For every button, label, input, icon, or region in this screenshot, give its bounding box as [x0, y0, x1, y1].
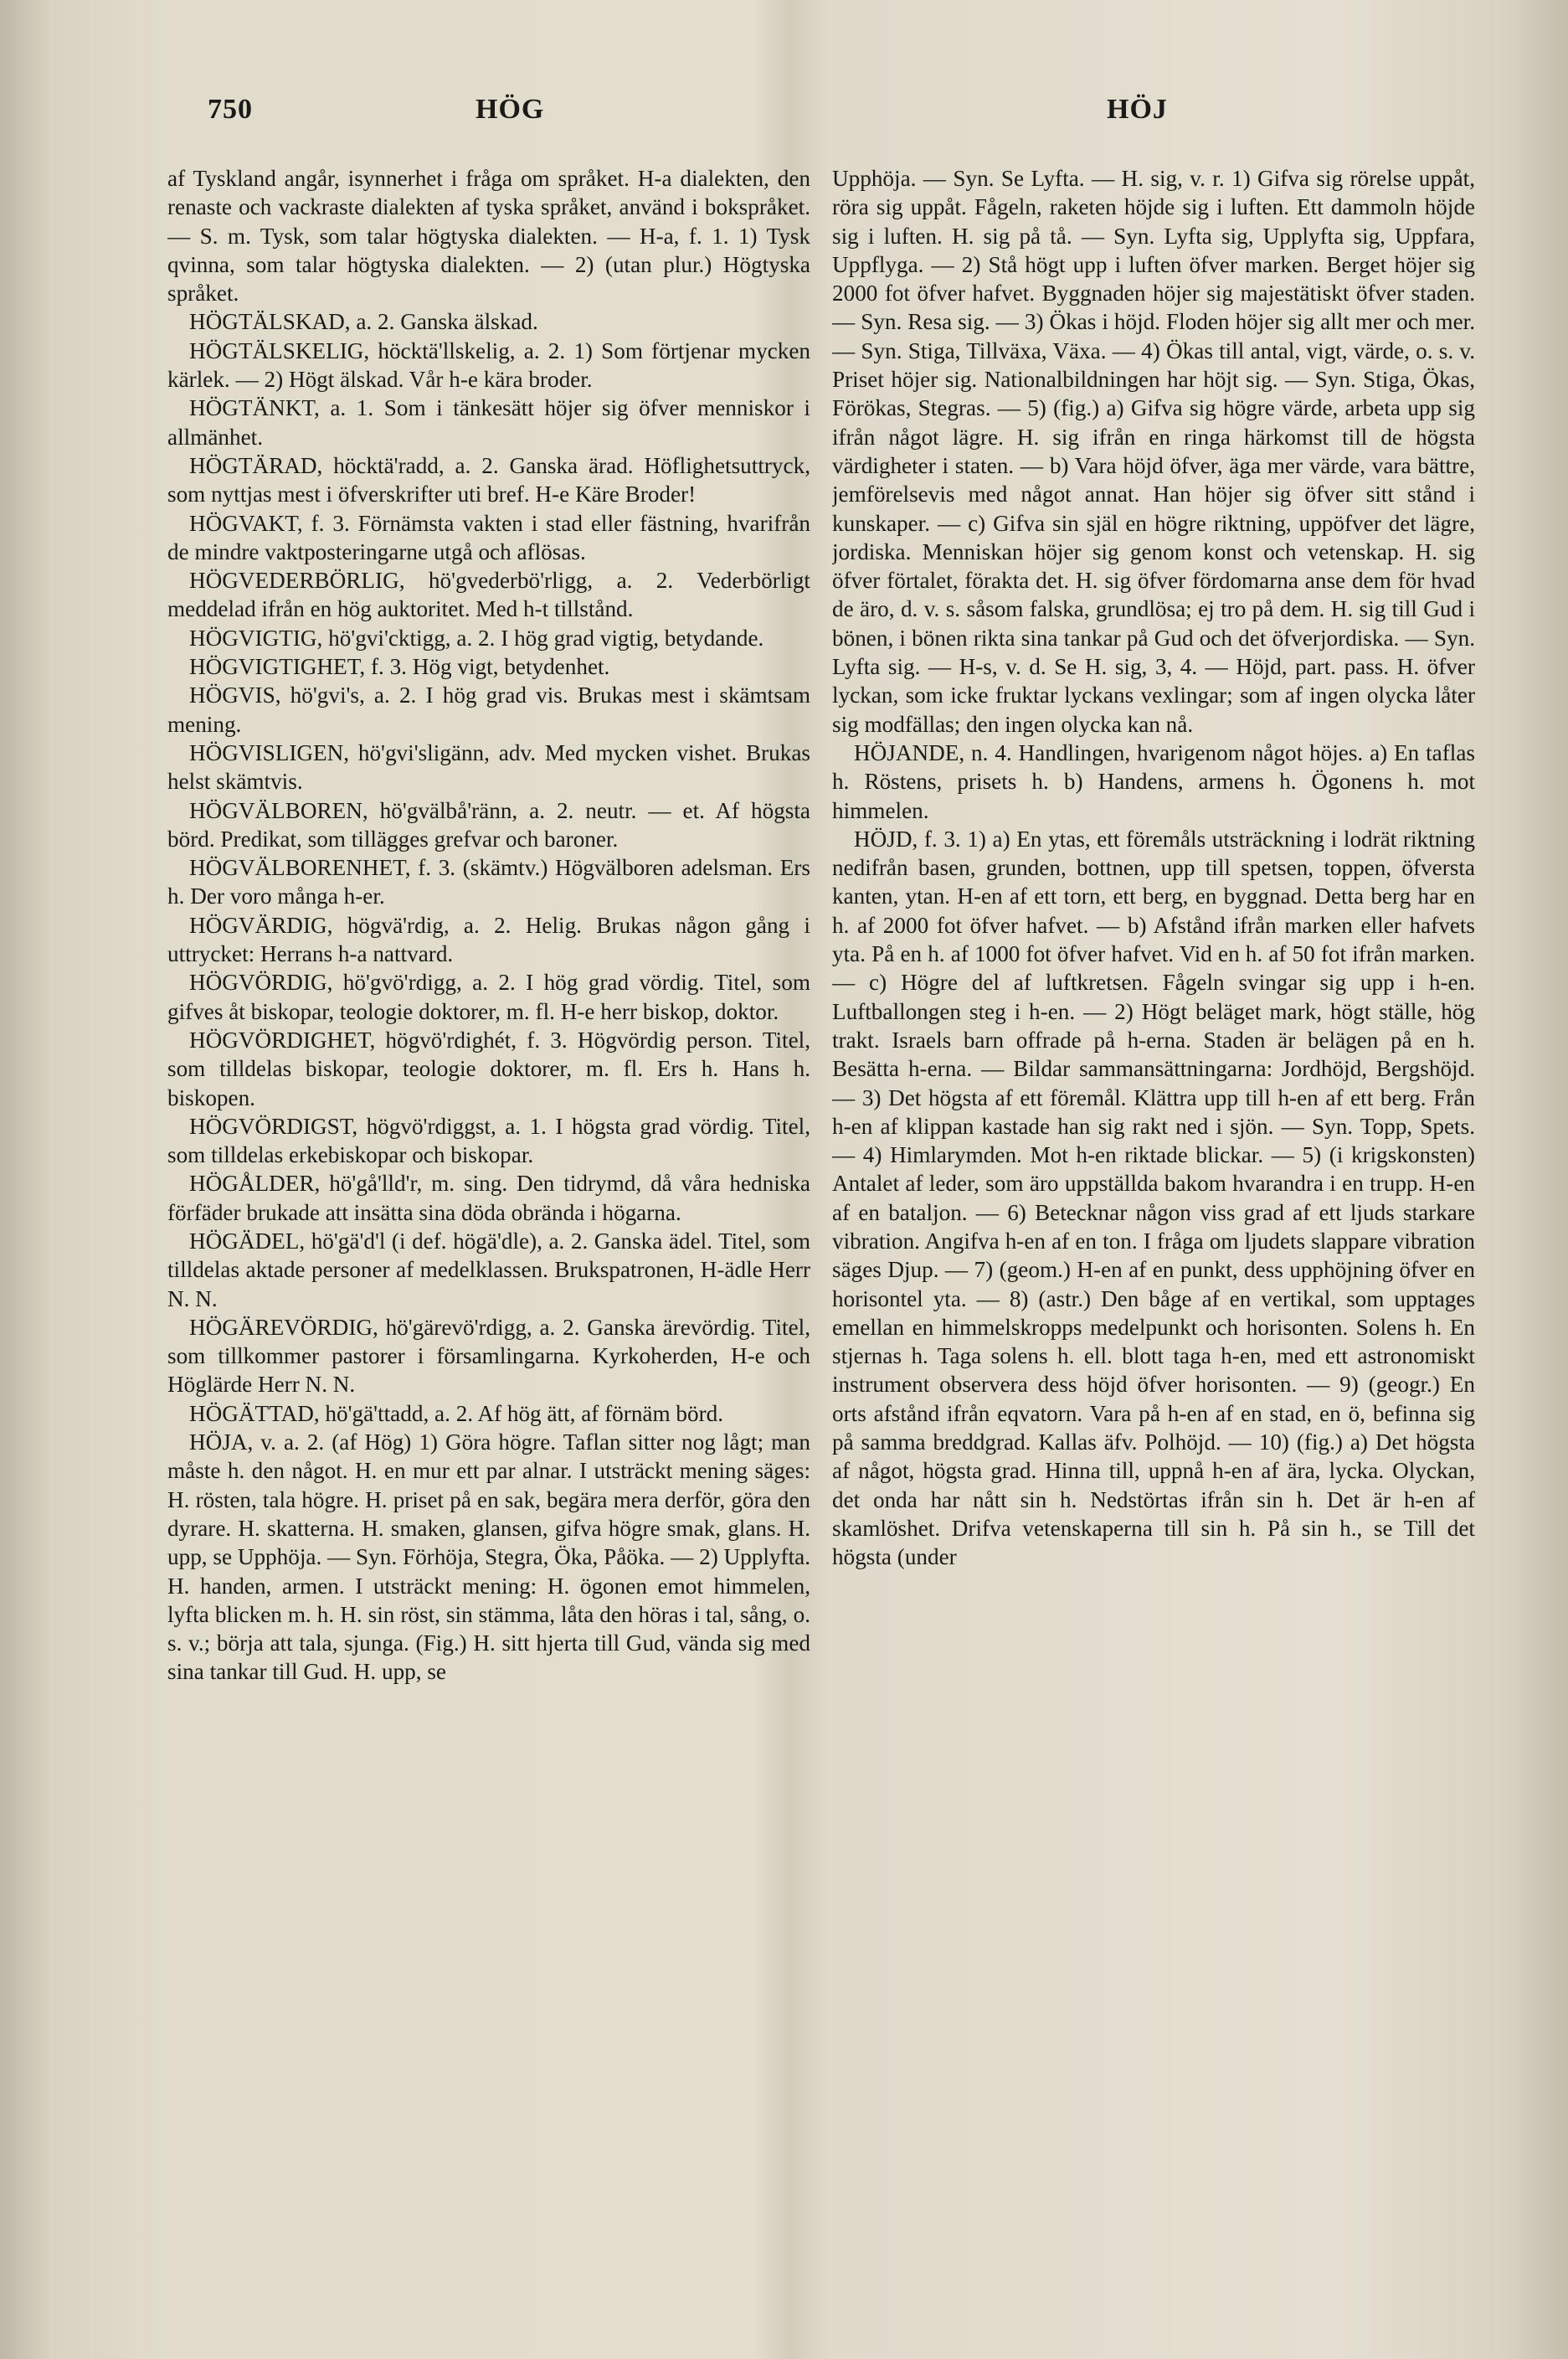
page-number: 750: [208, 94, 253, 125]
entry-hogvederborlig: HÖGVEDERBÖRLIG, hö'gvederbö'rligg, a. 2. Vederbörligt meddelad ifrån en hög auktoritet. Med h-t tillstånd.: [167, 568, 810, 622]
entry-hogtarad: HÖGTÄRAD, höcktä'radd, a. 2. Ganska ärad. Höflighetsuttryck, som nyttjas mest i öfverskrifter uti bref. H-e Käre Broder!: [167, 452, 810, 507]
entry-hogarevordig: HÖGÄREVÖRDIG, hö'gärevö'rdigg, a. 2. Ganska ärevördig. Titel, som tillkommer pastorer i församlingarna. Kyrkoherden, H-e och Höglärde Herr N. N.: [167, 1314, 810, 1398]
entry-hogtalskad: HÖGTÄLSKAD, a. 2. Ganska älskad.: [189, 309, 538, 335]
running-header: [0, 94, 1568, 136]
entry-hogtankt: HÖGTÄNKT, a. 1. Som i tänkesätt höjer sig öfver menniskor i allmänhet.: [167, 395, 810, 450]
entry-hogvakt: HÖGVAKT, f. 3. Förnämsta vakten i stad eller fästning, hvarifrån de mindre vaktposteringarne utgå och aflösas.: [167, 510, 810, 564]
entry-hojd: HÖJD, f. 3. 1) a) En ytas, ett föremåls utsträckning i lodrät riktning nedifrån basen, grunden, bottnen, upp till spetsen, toppen, öfversta kanten, ytan. H-en af ett torn, ett berg, en byggnad. Detta berg har en h. af 2000 fot öfver hafvet. — b) Afstånd ifrån marken eller hafvets yta. På en h. af 1000 fot öfver hafvet. Vid en h. af 50 fot ifrån marken. — c) Högre del af luftkretsen. Fågeln svingar sig upp i h-en. Luftballongen steg i h-en. — 2) Högt beläget mark, högt ställe, hög trakt. Israels barn offrade på h-erna. Staden är belägen på en h. Besätta h-erna. — Bildar sammansättningarna: Jordhöjd, Bergshöjd. — 3) Det högsta af ett föremål. Klättra upp till h-en af ett berg. Från h-en af klippan kastade han sig rakt ned i sjön. — Syn. Topp, Spets. — 4) Himlarymden. Mot h-en riktade blickar. — 5) (i krigskonsten) Antalet af leder, som äro uppställda bakom hvarandra i en trupp. H-en af en bataljon. — 6) Betecknar någon viss grad af ett ljuds starkare vibration. Angifva h-en af en ton. I fråga om ljudets slappare vibration säges Djup. — 7) (geom.) H-en af en punkt, dess upphöjning öfver en horisontel yta. — 8) (astr.) Den båge af en vertikal, som upptages emellan en himmelskropps medelpunkt och horisonten. Solens h. En stjernas h. Taga solens h. ell. blott taga h-en, med ett astronomiskt instrument observera dess höjd öfver horisonten. — 9) (geogr.) En orts afstånd ifrån eqvatorn. Vara på h-en af en stad, en ö, befinna sig på samma breddgrad. Kallas äfv. Polhöjd. — 10) (fig.) a) Det högsta af något, högsta grad. Hinna till, uppnå h-en af ära, lycka. Olyckan, det onda har nått sin h. Nedstörtas ifrån sin h. Det är h-en af skamlöshet. Drifva vetenskaperna till sin h. På sin h., se Till det högsta (under: [832, 826, 1475, 1570]
entry-continuation: Upphöja. — Syn. Se Lyfta. — H. sig, v. r. 1) Gifva sig rörelse uppåt, röra sig uppåt. Fågeln, raketen höjde sig i luften. Ett dammoln höjde sig i luften. H. sig på tå. — Syn. Lyfta sig, Upplyfta sig, Uppfara, Uppflyga. — 2) Stå högt upp i luften öfver marken. Berget höjer sig 2000 fot öfver hafvet. Byggnaden höjer sig majestätiskt öfver staden. — Syn. Resa sig. — 3) Ökas i höjd. Floden höjer sig allt mer och mer. — Syn. Stiga, Tillväxa, Växa. — 4) Ökas till antal, vigt, värde, o. s. v. Priset höjer sig. Nationalbildningen har höjt sig. — Syn. Stiga, Ökas, Förökas, Stegras. — 5) (fig.) a) Gifva sig högre värde, arbeta upp sig ifrån något lägre. H. sig ifrån en ringa härkomst till de högsta värdigheter i staten. — b) Vara höjd öfver, äga mer värde, vara bättre, jemförelsevis med något annat. Han höjer sig öfver sitt stånd i kunskaper. — c) Gifva sin själ en högre riktning, uppöfver det lägre, jordiska. Menniskan höjer sig genom konst och vetenskap. H. sig öfver förtalet, förakta det. H. sig öfver fördomarna anse dem för hvad de äro, d. v. s. såsom falska, grundlösa; ej tro på dem. H. sig till Gud i bönen, i bönen rikta sina tankar på Gud och det öfverjordiska. — Syn. Lyfta sig. — H-s, v. d. Se H. sig, 3, 4. — Höjd, part. pass. H. öfver lyckan, som icke fruktar lyckans vexlingar; som af ingen olycka låter sig modfällas; den ingen olycka kan nå.: [832, 166, 1475, 737]
entry-hogvigtig: HÖGVIGTIG, hö'gvi'cktigg, a. 2. I hög grad vigtig, betydande.: [189, 625, 764, 651]
entry-hoja: HÖJA, v. a. 2. (af Hög) 1) Göra högre. Taflan sitter nog lågt; man måste h. den något. H. en mur ett par alnar. I utsträckt mening säges: H. rösten, tala högre. H. priset på en sak, begära mera derför, göra den dyrare. H. skatterna. H. smaken, glansen, gifva högre smak, glans. H. upp, se Upphöja. — Syn. Förhöja, Stegra, Öka, Påöka. — 2) Upplyfta. H. handen, armen. I utsträckt mening: H. ögonen emot himmelen, lyfta blicken m. h. H. sin röst, sin stämma, låta den höras i tal, sång, o. s. v.; börja att tala, sjunga. (Fig.) H. sitt hjerta till Gud, vända sig med sina tankar till Gud. H. upp, se: [167, 1429, 810, 1685]
entry-hogvisligen: HÖGVISLIGEN, hö'gvi'sligänn, adv. Med mycken vishet. Brukas helst skämtvis.: [167, 739, 810, 795]
left-column: [167, 164, 810, 2333]
right-guide-word: HÖJ: [1107, 94, 1168, 125]
entry-hogvalborenhet: HÖGVÄLBORENHET, f. 3. (skämtv.) Högvälboren adelsman. Ers h. Der voro många h-er.: [167, 855, 810, 909]
left-guide-word: HÖG: [476, 94, 545, 125]
entry-hogvigtighet: HÖGVIGTIGHET, f. 3. Hög vigt, betydenhet.: [189, 654, 610, 680]
entry-hogvalboren: HÖGVÄLBOREN, hö'gvälbå'ränn, a. 2. neutr. — et. Af högsta börd. Predikat, som tillägges grefvar och baroner.: [167, 797, 810, 852]
entry-hogtalskelig: HÖGTÄLSKELIG, höcktä'llskelig, a. 2. 1) Som förtjenar mycken kärlek. — 2) Högt älskad. Vår h-e kära broder.: [167, 337, 810, 393]
entry-hojande: HÖJANDE, n. 4. Handlingen, hvarigenom något höjes. a) En taflas h. Röstens, prisets h. b) Handens, armens h. Ögonens h. mot himmelen.: [832, 739, 1475, 823]
entry-hogvardig: HÖGVÄRDIG, högvä'rdig, a. 2. Helig. Brukas någon gång i uttrycket: Herrans h-a nattvard.: [167, 912, 810, 967]
entry-hogvis: HÖGVIS, hö'gvi's, a. 2. I hög grad vis. Brukas mest i skämtsam mening.: [167, 682, 810, 737]
entry-hogvordig: HÖGVÖRDIG, hö'gvö'rdigg, a. 2. I hög grad vördig. Titel, som gifves åt biskopar, teologie doktorer, m. fl. H-e herr biskop, doktor.: [167, 970, 810, 1024]
entry-hogalder: HÖGÅLDER, hö'gå'lld'r, m. sing. Den tidrymd, då våra hedniska förfäder brukade att insätta sina döda obrända i högarna.: [167, 1171, 810, 1225]
entry-hogadel: HÖGÄDEL, hö'gä'd'l (i def. högä'dle), a. 2. Ganska ädel. Titel, som tilldelas aktade personer af medelklassen. Brukspatronen, H-ädle Herr N. N.: [167, 1228, 810, 1311]
entry-hogattad: HÖGÄTTAD, hö'gä'ttadd, a. 2. Af hög ätt, af förnäm börd.: [189, 1400, 724, 1426]
entry-hogvordighet: HÖGVÖRDIGHET, högvö'rdighét, f. 3. Högvördig person. Titel, som tilldelas biskopar, teologie doktorer, m. fl. Ers h. Hans h. biskopen.: [167, 1027, 810, 1110]
entry-continuation: af Tyskland angår, isynnerhet i fråga om språket. H-a dialekten, den renaste och vackraste dialekten af tyska språket, använd i bokspråket. — S. m. Tysk, som talar högtyska dialekten. — H-a, f. 1. 1) Tysk qvinna, som talar högtyska dialekten. — 2) (utan plur.) Högtyska språket.: [167, 166, 810, 306]
right-column: [832, 164, 1475, 2333]
entry-hogvordigst: HÖGVÖRDIGST, högvö'rdiggst, a. 1. I högsta grad vördig. Titel, som tilldelas erkebiskopar och biskopar.: [167, 1113, 810, 1168]
